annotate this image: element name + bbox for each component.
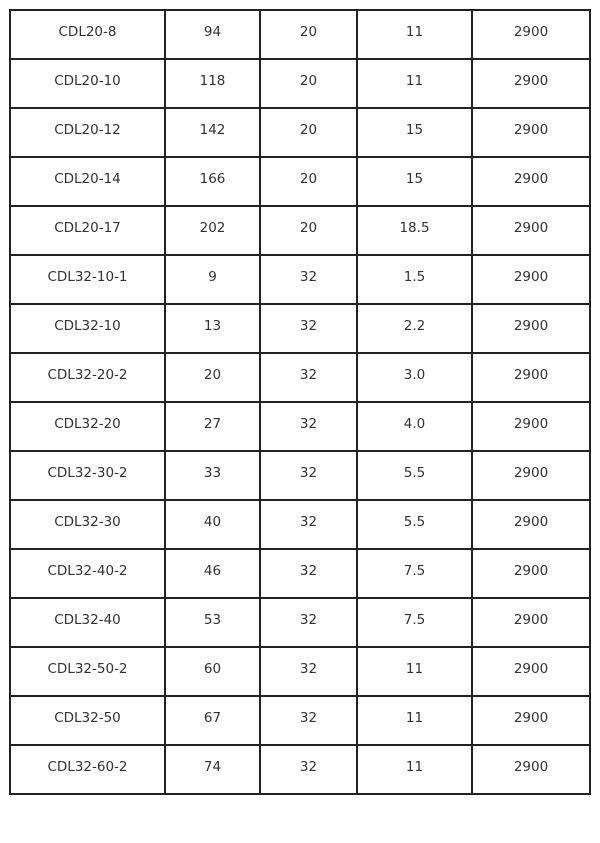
head-cell <box>165 745 260 794</box>
power-cell <box>357 10 472 59</box>
speed-cell <box>472 108 590 157</box>
table-row <box>10 255 590 304</box>
cell-text: 32 <box>299 612 318 628</box>
cell-text: 11 <box>405 24 424 40</box>
cell-text: 20 <box>203 367 222 383</box>
speed-cell <box>472 549 590 598</box>
cell-text: 53 <box>203 612 222 628</box>
flow-cell <box>260 451 357 500</box>
model-cell <box>10 549 165 598</box>
model-cell <box>10 353 165 402</box>
cell-text: 32 <box>299 661 318 677</box>
cell-text: CDL20-8 <box>58 24 117 40</box>
flow-cell <box>260 59 357 108</box>
cell-text: 2900 <box>513 759 549 775</box>
speed-cell <box>472 451 590 500</box>
flow-cell <box>260 108 357 157</box>
power-cell <box>357 255 472 304</box>
head-cell <box>165 157 260 206</box>
cell-text: 2900 <box>513 24 549 40</box>
cell-text: 2900 <box>513 171 549 187</box>
table-row <box>10 108 590 157</box>
speed-cell <box>472 598 590 647</box>
cell-text: 32 <box>299 563 318 579</box>
cell-text: 5.5 <box>403 514 426 530</box>
cell-text: CDL32-50 <box>54 710 121 726</box>
table-row <box>10 59 590 108</box>
cell-text: 202 <box>199 220 226 236</box>
cell-text: 2900 <box>513 563 549 579</box>
model-cell <box>10 206 165 255</box>
power-cell <box>357 353 472 402</box>
table-row <box>10 647 590 696</box>
table-body <box>10 10 590 794</box>
cell-text: 20 <box>299 220 318 236</box>
model-cell <box>10 108 165 157</box>
cell-text: CDL20-12 <box>54 122 121 138</box>
model-cell <box>10 647 165 696</box>
head-cell <box>165 402 260 451</box>
speed-cell <box>472 745 590 794</box>
head-cell <box>165 696 260 745</box>
cell-text: 2900 <box>513 514 549 530</box>
cell-text: CDL32-10 <box>54 318 121 334</box>
flow-cell <box>260 353 357 402</box>
cell-text: 2900 <box>513 612 549 628</box>
cell-text: 11 <box>405 73 424 89</box>
cell-text: 94 <box>203 24 222 40</box>
flow-cell <box>260 549 357 598</box>
speed-cell <box>472 304 590 353</box>
table-row <box>10 157 590 206</box>
power-cell <box>357 304 472 353</box>
speed-cell <box>472 59 590 108</box>
speed-cell <box>472 353 590 402</box>
cell-text: 2900 <box>513 710 549 726</box>
cell-text: 32 <box>299 710 318 726</box>
cell-text: 7.5 <box>403 563 426 579</box>
cell-text: 40 <box>203 514 222 530</box>
cell-text: 118 <box>199 73 226 89</box>
cell-text: 2900 <box>513 318 549 334</box>
cell-text: CDL32-60-2 <box>47 759 128 775</box>
flow-cell <box>260 10 357 59</box>
head-cell <box>165 206 260 255</box>
cell-text: 3.0 <box>403 367 426 383</box>
cell-text: 20 <box>299 171 318 187</box>
cell-text: CDL32-30 <box>54 514 121 530</box>
head-cell <box>165 59 260 108</box>
cell-text: 2900 <box>513 465 549 481</box>
model-cell <box>10 598 165 647</box>
cell-text: 9 <box>208 269 217 285</box>
cell-text: CDL32-20 <box>54 416 121 432</box>
flow-cell <box>260 304 357 353</box>
flow-cell <box>260 157 357 206</box>
table-row <box>10 549 590 598</box>
cell-text: 2900 <box>513 367 549 383</box>
cell-text: 11 <box>405 661 424 677</box>
head-cell <box>165 304 260 353</box>
cell-text: 46 <box>203 563 222 579</box>
power-cell <box>357 696 472 745</box>
cell-text: 32 <box>299 367 318 383</box>
cell-text: 2900 <box>513 220 549 236</box>
cell-text: CDL20-17 <box>54 220 121 236</box>
speed-cell <box>472 402 590 451</box>
speed-cell <box>472 157 590 206</box>
table-row <box>10 696 590 745</box>
cell-text: 142 <box>199 122 226 138</box>
cell-text: 2900 <box>513 269 549 285</box>
cell-text: CDL32-40-2 <box>47 563 128 579</box>
head-cell <box>165 647 260 696</box>
power-cell <box>357 402 472 451</box>
cell-text: CDL32-10-1 <box>47 269 128 285</box>
cell-text: 20 <box>299 73 318 89</box>
cell-text: 2900 <box>513 661 549 677</box>
power-cell <box>357 157 472 206</box>
model-cell <box>10 402 165 451</box>
cell-text: 32 <box>299 514 318 530</box>
cell-text: 2900 <box>513 416 549 432</box>
cell-text: 60 <box>203 661 222 677</box>
flow-cell <box>260 255 357 304</box>
cell-text: 20 <box>299 122 318 138</box>
table-row <box>10 402 590 451</box>
power-cell <box>357 500 472 549</box>
model-cell <box>10 59 165 108</box>
cell-text: 27 <box>203 416 222 432</box>
flow-cell <box>260 745 357 794</box>
model-cell <box>10 500 165 549</box>
head-cell <box>165 500 260 549</box>
speed-cell <box>472 647 590 696</box>
head-cell <box>165 255 260 304</box>
cell-text: 32 <box>299 759 318 775</box>
model-cell <box>10 696 165 745</box>
power-cell <box>357 108 472 157</box>
model-cell <box>10 745 165 794</box>
power-cell <box>357 647 472 696</box>
flow-cell <box>260 402 357 451</box>
cell-text: 32 <box>299 318 318 334</box>
cell-text: 11 <box>405 759 424 775</box>
cell-text: 5.5 <box>403 465 426 481</box>
table-row <box>10 745 590 794</box>
cell-text: 7.5 <box>403 612 426 628</box>
table-row <box>10 304 590 353</box>
table-row <box>10 353 590 402</box>
cell-text: 33 <box>203 465 222 481</box>
flow-cell <box>260 598 357 647</box>
speed-cell <box>472 255 590 304</box>
head-cell <box>165 451 260 500</box>
power-cell <box>357 598 472 647</box>
cell-text: 1.5 <box>403 269 426 285</box>
head-cell <box>165 353 260 402</box>
cell-text: 11 <box>405 710 424 726</box>
cell-text: 15 <box>405 122 424 138</box>
cell-text: CDL32-20-2 <box>47 367 128 383</box>
model-cell <box>10 451 165 500</box>
table-row <box>10 10 590 59</box>
cell-text: CDL20-14 <box>54 171 121 187</box>
speed-cell <box>472 500 590 549</box>
cell-text: CDL32-50-2 <box>47 661 128 677</box>
pump-spec-table <box>9 9 591 795</box>
speed-cell <box>472 206 590 255</box>
model-cell <box>10 304 165 353</box>
cell-text: 4.0 <box>403 416 426 432</box>
power-cell <box>357 549 472 598</box>
table-row <box>10 206 590 255</box>
table-row <box>10 500 590 549</box>
head-cell <box>165 549 260 598</box>
cell-text: 74 <box>203 759 222 775</box>
power-cell <box>357 206 472 255</box>
flow-cell <box>260 696 357 745</box>
table-row <box>10 451 590 500</box>
model-cell <box>10 157 165 206</box>
cell-text: 166 <box>199 171 226 187</box>
model-cell <box>10 10 165 59</box>
power-cell <box>357 451 472 500</box>
cell-text: 18.5 <box>399 220 430 236</box>
cell-text: 32 <box>299 269 318 285</box>
speed-cell <box>472 696 590 745</box>
cell-text: 67 <box>203 710 222 726</box>
cell-text: 32 <box>299 416 318 432</box>
cell-text: 2900 <box>513 73 549 89</box>
power-cell <box>357 745 472 794</box>
model-cell <box>10 255 165 304</box>
head-cell <box>165 10 260 59</box>
cell-text: CDL20-10 <box>54 73 121 89</box>
flow-cell <box>260 647 357 696</box>
cell-text: 32 <box>299 465 318 481</box>
cell-text: CDL32-40 <box>54 612 121 628</box>
head-cell <box>165 108 260 157</box>
flow-cell <box>260 500 357 549</box>
head-cell <box>165 598 260 647</box>
power-cell <box>357 59 472 108</box>
speed-cell <box>472 10 590 59</box>
cell-text: 13 <box>203 318 222 334</box>
cell-text: CDL32-30-2 <box>47 465 128 481</box>
cell-text: 2900 <box>513 122 549 138</box>
cell-text: 2.2 <box>403 318 426 334</box>
cell-text: 15 <box>405 171 424 187</box>
flow-cell <box>260 206 357 255</box>
table-row <box>10 598 590 647</box>
cell-text: 20 <box>299 24 318 40</box>
